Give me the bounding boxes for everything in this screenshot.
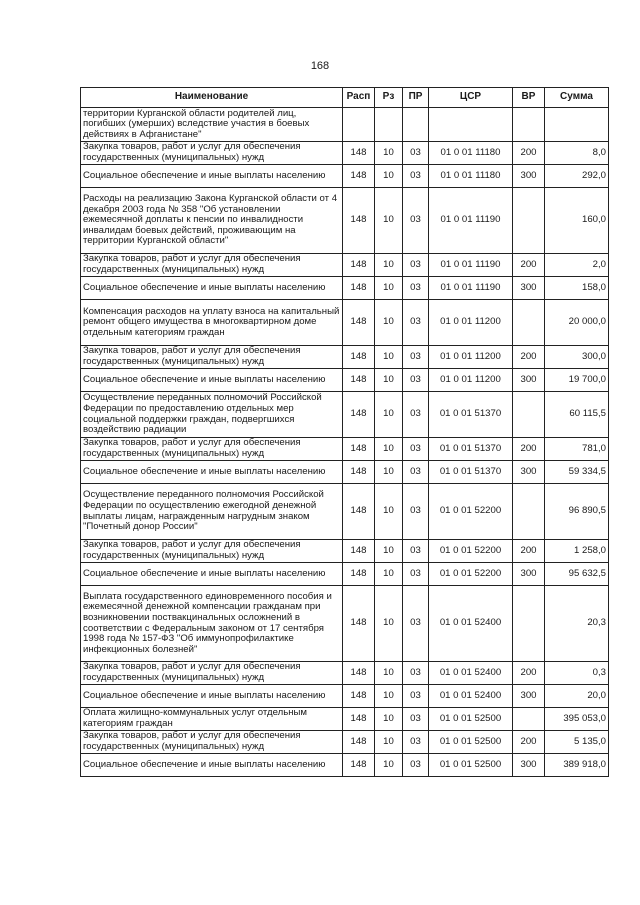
cell-csr: 01 0 01 11190 (429, 254, 513, 277)
cell-vr (513, 188, 545, 254)
cell-vr: 300 (513, 461, 545, 484)
cell-vr: 300 (513, 563, 545, 586)
cell-rz: 10 (375, 563, 403, 586)
cell-name: Социальное обеспечение и иные выплаты населению (81, 461, 343, 484)
cell-name: Оплата жилищно-коммунальных услуг отдельным категориям граждан (81, 708, 343, 731)
cell-csr: 01 0 01 11200 (429, 346, 513, 369)
cell-pr: 03 (403, 461, 429, 484)
cell-vr: 300 (513, 369, 545, 392)
cell-rasp: 148 (343, 142, 375, 165)
cell-rz: 10 (375, 731, 403, 754)
header-rasp: Расп (343, 88, 375, 108)
cell-rasp: 148 (343, 754, 375, 777)
cell-rz: 10 (375, 586, 403, 662)
cell-sum: 395 053,0 (545, 708, 609, 731)
cell-vr (513, 392, 545, 438)
cell-pr: 03 (403, 662, 429, 685)
cell-rz: 10 (375, 142, 403, 165)
cell-pr: 03 (403, 300, 429, 346)
cell-name: Социальное обеспечение и иные выплаты населению (81, 277, 343, 300)
header-sum: Сумма (545, 88, 609, 108)
cell-pr: 03 (403, 484, 429, 540)
page-number: 168 (310, 60, 330, 72)
table-row (81, 662, 609, 685)
cell-vr (513, 300, 545, 346)
table-body (81, 108, 609, 777)
cell-pr: 03 (403, 254, 429, 277)
cell-pr: 03 (403, 708, 429, 731)
cell-sum (545, 108, 609, 142)
cell-vr: 200 (513, 438, 545, 461)
cell-rasp: 148 (343, 346, 375, 369)
table-row (81, 540, 609, 563)
header-name: Наименование (81, 88, 343, 108)
cell-rasp: 148 (343, 369, 375, 392)
table-row (81, 142, 609, 165)
cell-sum: 2,0 (545, 254, 609, 277)
header-pr: ПР (403, 88, 429, 108)
cell-rasp: 148 (343, 461, 375, 484)
cell-vr: 200 (513, 731, 545, 754)
cell-rasp: 148 (343, 586, 375, 662)
cell-pr: 03 (403, 392, 429, 438)
cell-vr: 200 (513, 540, 545, 563)
table-row (81, 392, 609, 438)
cell-sum: 0,3 (545, 662, 609, 685)
cell-sum: 389 918,0 (545, 754, 609, 777)
cell-sum: 20 000,0 (545, 300, 609, 346)
cell-pr: 03 (403, 277, 429, 300)
cell-sum: 20,0 (545, 685, 609, 708)
cell-name: Закупка товаров, работ и услуг для обеспечения государственных (муниципальных) нужд (81, 142, 343, 165)
cell-sum: 160,0 (545, 188, 609, 254)
cell-sum: 292,0 (545, 165, 609, 188)
cell-name: Осуществление переданных полномочий Российской Федерации по предоставлению отдельных мер социальной поддержки граждан, подвергшихся воздействию радиации (81, 392, 343, 438)
cell-csr: 01 0 01 52500 (429, 731, 513, 754)
table-row (81, 563, 609, 586)
table-row (81, 254, 609, 277)
cell-rasp: 148 (343, 731, 375, 754)
cell-rasp: 148 (343, 165, 375, 188)
cell-rz: 10 (375, 346, 403, 369)
cell-name: Компенсация расходов на уплату взноса на капитальный ремонт общего имущества в многоквартирном доме отдельным категориям граждан (81, 300, 343, 346)
cell-pr: 03 (403, 685, 429, 708)
cell-csr: 01 0 01 11180 (429, 142, 513, 165)
cell-rasp: 148 (343, 438, 375, 461)
cell-rz (375, 108, 403, 142)
header-vr: ВР (513, 88, 545, 108)
table-row (81, 346, 609, 369)
table-row (81, 165, 609, 188)
table-row (81, 108, 609, 142)
cell-vr (513, 484, 545, 540)
cell-name: Закупка товаров, работ и услуг для обеспечения государственных (муниципальных) нужд (81, 540, 343, 563)
cell-sum: 300,0 (545, 346, 609, 369)
header-rz: Рз (375, 88, 403, 108)
cell-csr: 01 0 01 52500 (429, 708, 513, 731)
cell-csr: 01 0 01 52200 (429, 563, 513, 586)
cell-rasp: 148 (343, 563, 375, 586)
cell-vr: 200 (513, 346, 545, 369)
cell-name: Осуществление переданного полномочия Российской Федерации по осуществлению ежегодной денежной выплаты лицам, награжденным нагрудным знаком "Почетный донор России" (81, 484, 343, 540)
cell-rz: 10 (375, 685, 403, 708)
cell-rz: 10 (375, 369, 403, 392)
table-row (81, 685, 609, 708)
cell-csr: 01 0 01 52200 (429, 484, 513, 540)
cell-vr: 300 (513, 685, 545, 708)
table-row (81, 754, 609, 777)
cell-sum: 59 334,5 (545, 461, 609, 484)
cell-csr: 01 0 01 11190 (429, 188, 513, 254)
cell-rz: 10 (375, 392, 403, 438)
cell-pr: 03 (403, 188, 429, 254)
cell-pr: 03 (403, 369, 429, 392)
cell-pr: 03 (403, 346, 429, 369)
cell-name: территории Курганской области родителей лиц, погибших (умерших) вследствие участия в боевых действиях в Афганистане" (81, 108, 343, 142)
cell-sum: 1 258,0 (545, 540, 609, 563)
table-row (81, 188, 609, 254)
cell-name: Закупка товаров, работ и услуг для обеспечения государственных (муниципальных) нужд (81, 662, 343, 685)
table-row (81, 438, 609, 461)
cell-rasp: 148 (343, 392, 375, 438)
cell-rasp: 148 (343, 300, 375, 346)
cell-vr (513, 586, 545, 662)
cell-pr (403, 108, 429, 142)
cell-csr (429, 108, 513, 142)
cell-pr: 03 (403, 731, 429, 754)
table-row (81, 277, 609, 300)
cell-rz: 10 (375, 708, 403, 731)
cell-name: Социальное обеспечение и иные выплаты населению (81, 369, 343, 392)
cell-rz: 10 (375, 461, 403, 484)
cell-vr: 300 (513, 754, 545, 777)
cell-rasp: 148 (343, 662, 375, 685)
cell-sum: 8,0 (545, 142, 609, 165)
table-row (81, 484, 609, 540)
cell-rz: 10 (375, 484, 403, 540)
cell-rz: 10 (375, 188, 403, 254)
cell-pr: 03 (403, 563, 429, 586)
cell-vr (513, 708, 545, 731)
cell-vr: 300 (513, 165, 545, 188)
cell-csr: 01 0 01 51370 (429, 438, 513, 461)
table-header-row (81, 88, 609, 108)
cell-rasp: 148 (343, 188, 375, 254)
cell-rz: 10 (375, 300, 403, 346)
cell-name: Социальное обеспечение и иные выплаты населению (81, 563, 343, 586)
cell-pr: 03 (403, 754, 429, 777)
cell-name: Социальное обеспечение и иные выплаты населению (81, 165, 343, 188)
cell-rasp: 148 (343, 685, 375, 708)
cell-rz: 10 (375, 540, 403, 563)
cell-name: Выплата государственного единовременного пособия и ежемесячной денежной компенсации гражданам при возникновении поствакцинальных осложнений в соответствии с Федеральным законом от 17 сентября 1998 года № 157-ФЗ "Об иммунопрофилактике инфекционных болезней" (81, 586, 343, 662)
table-row (81, 708, 609, 731)
cell-vr (513, 108, 545, 142)
cell-sum: 20,3 (545, 586, 609, 662)
cell-name: Социальное обеспечение и иные выплаты населению (81, 685, 343, 708)
cell-rasp: 148 (343, 540, 375, 563)
cell-name: Закупка товаров, работ и услуг для обеспечения государственных (муниципальных) нужд (81, 438, 343, 461)
cell-csr: 01 0 01 11180 (429, 165, 513, 188)
table-row (81, 300, 609, 346)
cell-pr: 03 (403, 142, 429, 165)
cell-rasp: 148 (343, 254, 375, 277)
cell-sum: 60 115,5 (545, 392, 609, 438)
cell-name: Закупка товаров, работ и услуг для обеспечения государственных (муниципальных) нужд (81, 731, 343, 754)
header-csr: ЦСР (429, 88, 513, 108)
cell-csr: 01 0 01 51370 (429, 461, 513, 484)
cell-vr: 200 (513, 662, 545, 685)
cell-pr: 03 (403, 540, 429, 563)
cell-name: Социальное обеспечение и иные выплаты населению (81, 754, 343, 777)
cell-rz: 10 (375, 754, 403, 777)
cell-rasp (343, 108, 375, 142)
cell-rasp: 148 (343, 484, 375, 540)
cell-pr: 03 (403, 438, 429, 461)
table-row (81, 586, 609, 662)
table-row (81, 369, 609, 392)
cell-sum: 158,0 (545, 277, 609, 300)
cell-csr: 01 0 01 11190 (429, 277, 513, 300)
cell-rz: 10 (375, 165, 403, 188)
cell-csr: 01 0 01 52400 (429, 662, 513, 685)
cell-rasp: 148 (343, 277, 375, 300)
cell-rz: 10 (375, 254, 403, 277)
cell-csr: 01 0 01 52200 (429, 540, 513, 563)
cell-pr: 03 (403, 165, 429, 188)
cell-rz: 10 (375, 662, 403, 685)
cell-name: Расходы на реализацию Закона Курганской области от 4 декабря 2003 года № 358 "Об установлении ежемесячной доплаты к пенсии по инвалидности инвалидам боевых действий, проживающим на территории Курганской области" (81, 188, 343, 254)
cell-name: Закупка товаров, работ и услуг для обеспечения государственных (муниципальных) нужд (81, 254, 343, 277)
cell-vr: 200 (513, 142, 545, 165)
cell-vr: 300 (513, 277, 545, 300)
cell-csr: 01 0 01 51370 (429, 392, 513, 438)
cell-csr: 01 0 01 11200 (429, 369, 513, 392)
table-row (81, 461, 609, 484)
cell-vr: 200 (513, 254, 545, 277)
cell-pr: 03 (403, 586, 429, 662)
cell-sum: 5 135,0 (545, 731, 609, 754)
cell-rz: 10 (375, 277, 403, 300)
cell-csr: 01 0 01 52400 (429, 685, 513, 708)
cell-sum: 96 890,5 (545, 484, 609, 540)
cell-csr: 01 0 01 52500 (429, 754, 513, 777)
cell-csr: 01 0 01 11200 (429, 300, 513, 346)
cell-sum: 781,0 (545, 438, 609, 461)
table-row (81, 731, 609, 754)
cell-name: Закупка товаров, работ и услуг для обеспечения государственных (муниципальных) нужд (81, 346, 343, 369)
cell-rz: 10 (375, 438, 403, 461)
cell-sum: 95 632,5 (545, 563, 609, 586)
cell-sum: 19 700,0 (545, 369, 609, 392)
cell-rasp: 148 (343, 708, 375, 731)
budget-table (80, 87, 609, 777)
cell-csr: 01 0 01 52400 (429, 586, 513, 662)
